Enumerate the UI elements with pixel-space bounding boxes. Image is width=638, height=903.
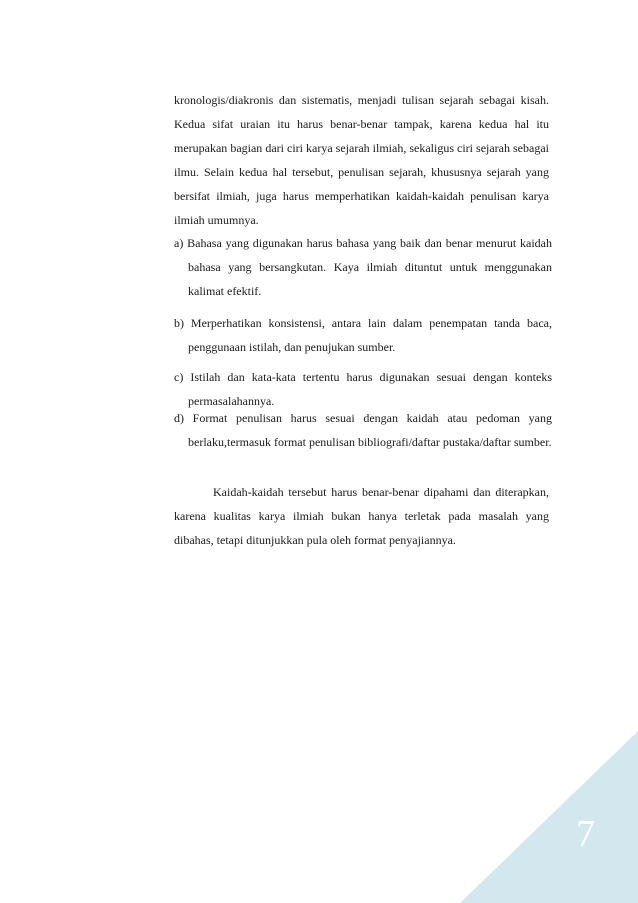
corner-triangle-decoration — [460, 731, 638, 903]
list-item-b: b) Merperhatikan konsistensi, antara lain dalam penempatan tanda baca, penggunaan istilah, dan penujukan sumber. — [174, 316, 552, 354]
intro-paragraph: kronologis/diakronis dan sistematis, menjadi tulisan sejarah sebagai kisah. Kedua sifat uraian itu harus benar-benar tampak, karena kedua hal itu merupakan bagian dari ciri karya sejarah ilmiah, sekaligus ciri sejarah sebagai ilmu. Selain kedua hal tersebut, penulisan sejarah, khususnya sejarah yang bersifat ilmiah, juga harus memperhatikan kaidah-kaidah penulisan karya ilmiah umumnya. — [174, 93, 549, 227]
list-item-a: a) Bahasa yang digunakan harus bahasa yang baik dan benar menurut kaidah bahasa yang bersangkutan. Kaya ilmiah dituntut untuk menggunakan kalimat efektif. — [174, 236, 552, 298]
page-number: 7 — [576, 813, 595, 855]
list-item-c: c) Istilah dan kata-kata tertentu harus digunakan sesuai dengan konteks permasalahannya. — [174, 370, 552, 408]
closing-paragraph: Kaidah-kaidah tersebut harus benar-benar dipahami dan diterapkan, karena kualitas karya ilmiah bukan hanya terletak pada masalah yang dibahas, tetapi ditunjukkan pula oleh format penyajiannya. — [174, 485, 549, 547]
list-item-d: d) Format penulisan harus sesuai dengan kaidah atau pedoman yang berlaku,termasuk format penulisan bibliografi/daftar pustaka/daftar sumber. — [174, 411, 552, 449]
